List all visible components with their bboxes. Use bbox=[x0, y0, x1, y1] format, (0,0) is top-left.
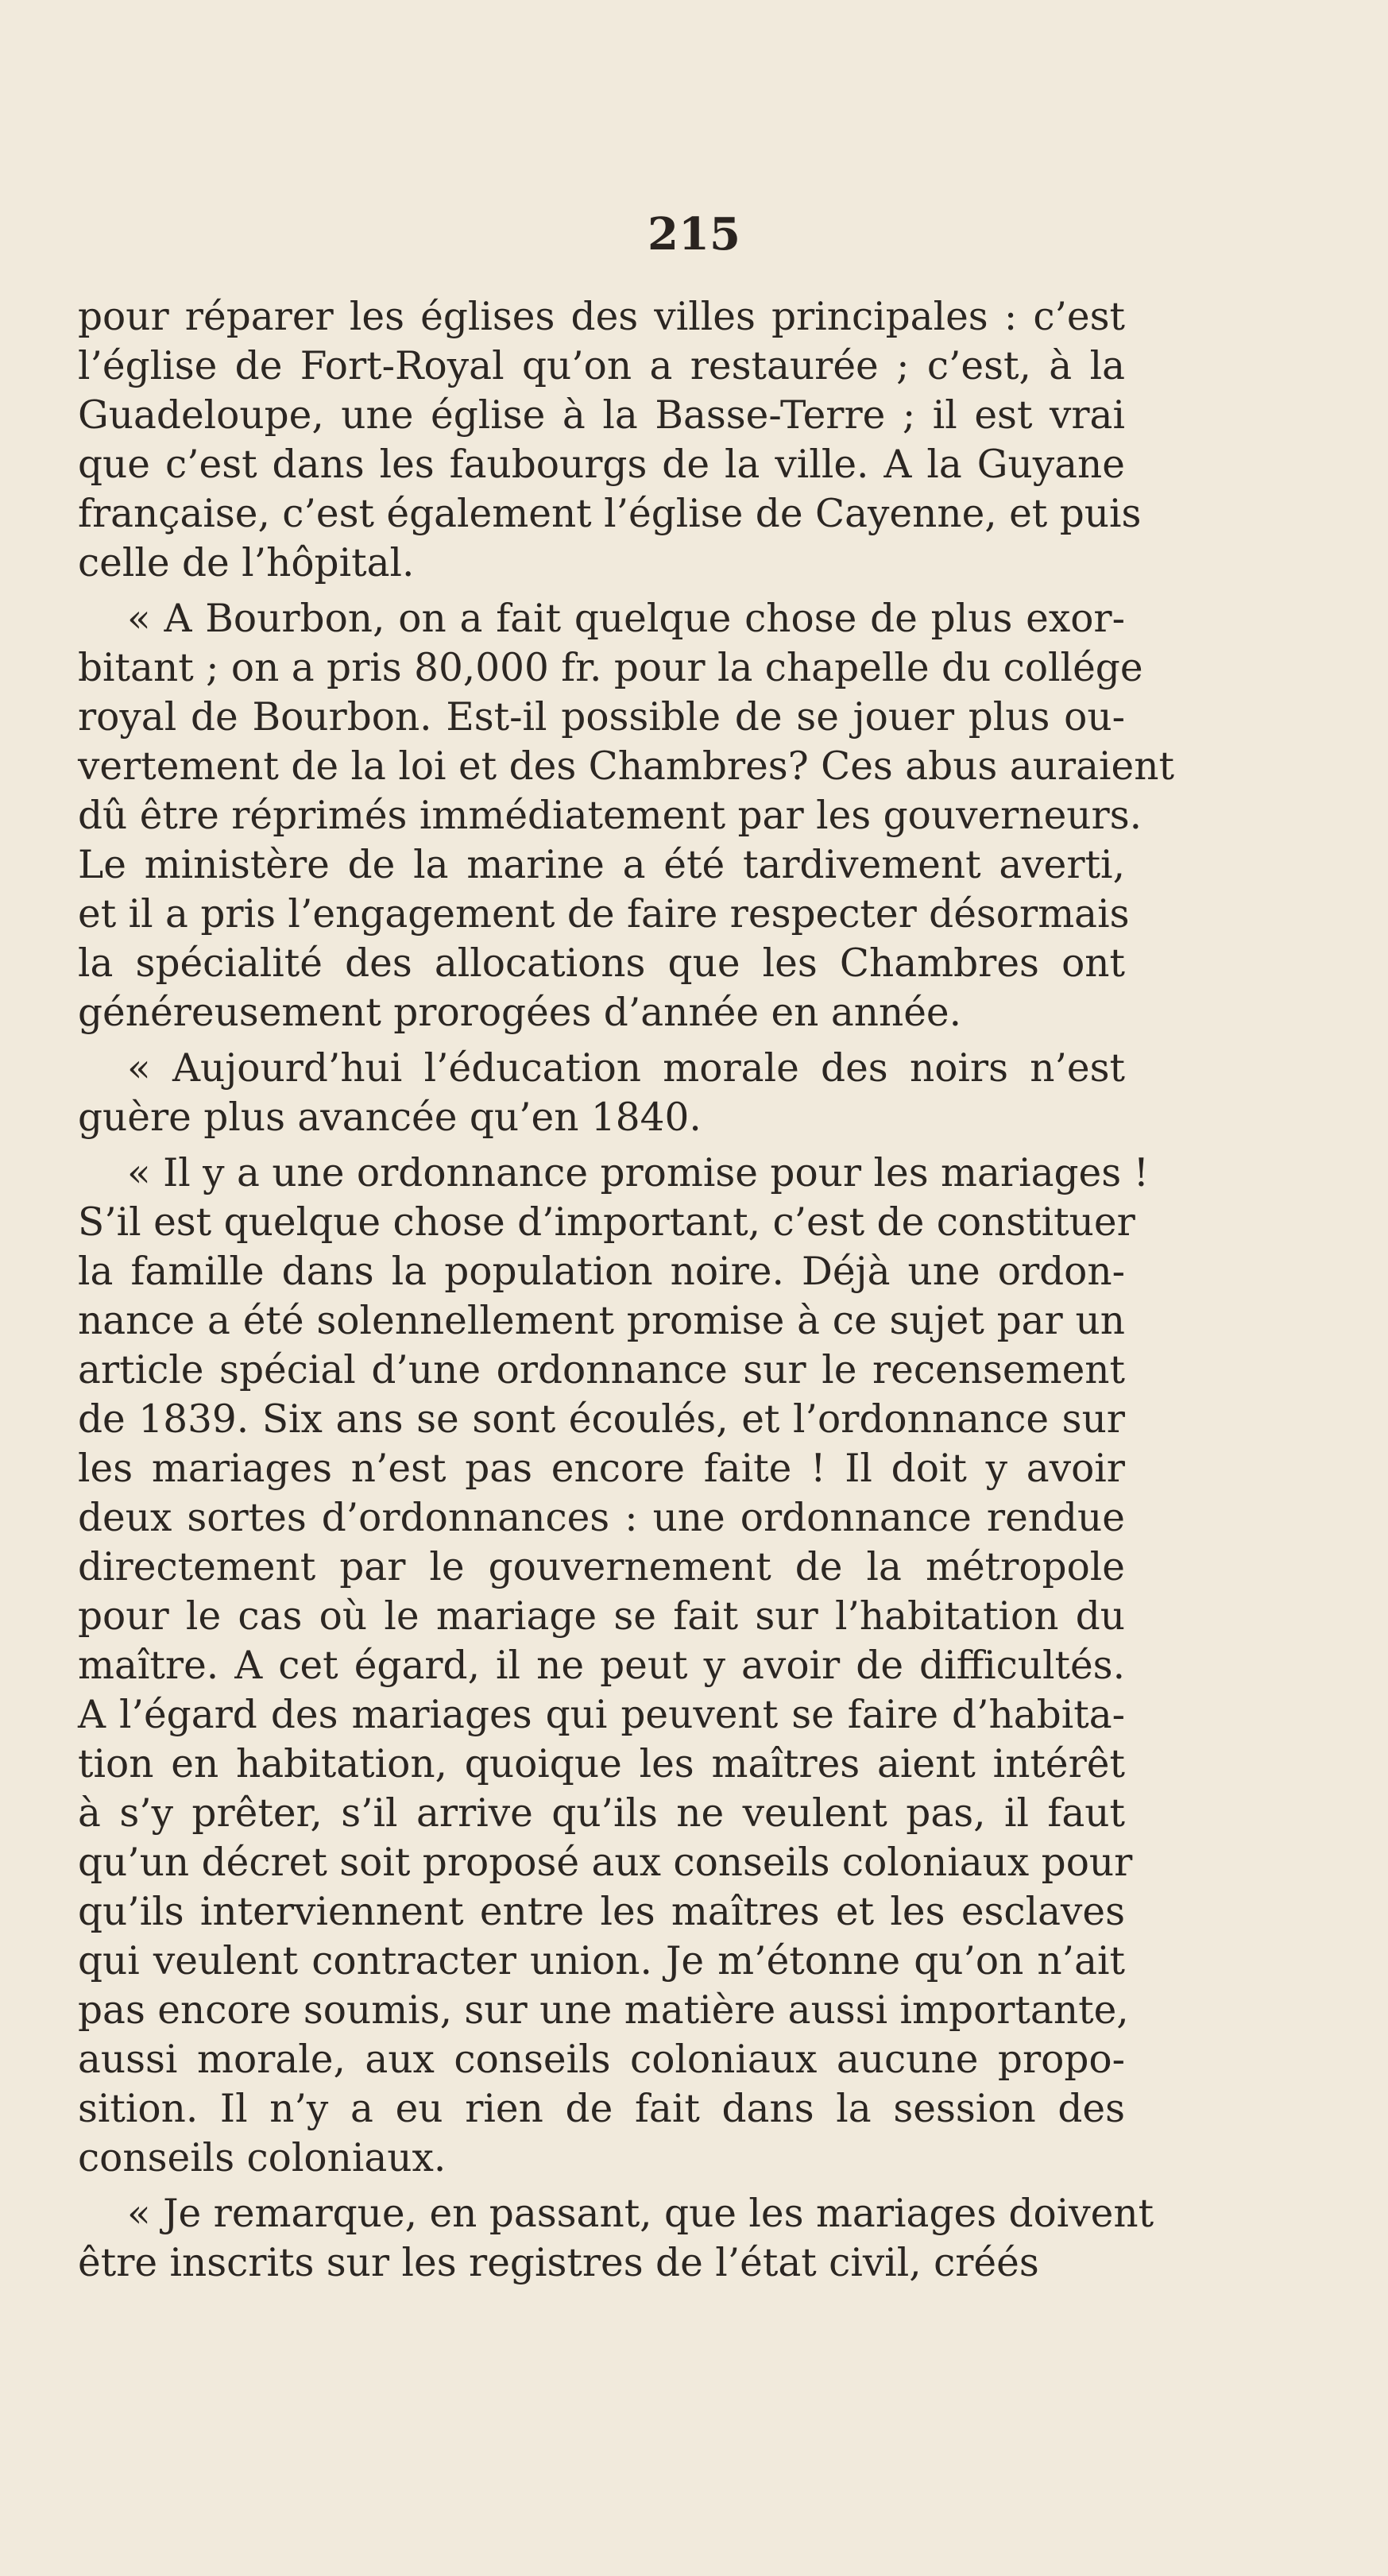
text-line: dû être réprimés immédiatement par les gouverneurs. bbox=[78, 794, 1142, 838]
text-line: pas encore soumis, sur une matière aussi importante, bbox=[78, 1988, 1129, 2033]
page-number: 215 bbox=[648, 208, 740, 261]
text-line: Guadeloupe, une église à la Basse-Terre ; il est vrai bbox=[78, 393, 1125, 438]
text-line: à s’y prêter, s’il arrive qu’ils ne veulent pas, il faut bbox=[78, 1791, 1125, 1836]
text-line: l’église de Fort-Royal qu’on a restaurée ; c’est, à la bbox=[78, 344, 1125, 388]
text-line: « Aujourd’hui l’éducation morale des noirs n’est bbox=[127, 1046, 1125, 1091]
text-line: S’il est quelque chose d’important, c’est de constituer bbox=[78, 1200, 1135, 1245]
text-line: royal de Bourbon. Est-il possible de se jouer plus ou- bbox=[78, 695, 1125, 740]
text-line: nance a été solennellement promise à ce sujet par un bbox=[78, 1299, 1125, 1343]
text-line: pour réparer les églises des villes principales : c’est bbox=[78, 295, 1125, 339]
paragraph bbox=[78, 1044, 1125, 1142]
text-line: généreusement prorogées d’année en année. bbox=[78, 991, 962, 1035]
text-line: que c’est dans les faubourgs de la ville. A la Guyane bbox=[78, 442, 1125, 487]
text-line: qu’un décret soit proposé aux conseils coloniaux pour bbox=[78, 1840, 1133, 1885]
text-line: A l’égard des mariages qui peuvent se faire d’habita- bbox=[78, 1693, 1125, 1737]
paragraph bbox=[78, 2189, 1154, 2288]
text-line: qu’ils interviennent entre les maîtres et les esclaves bbox=[78, 1890, 1125, 1934]
text-line: française, c’est également l’église de Cayenne, et puis bbox=[78, 492, 1142, 536]
text-line: « A Bourbon, on a fait quelque chose de plus exor- bbox=[127, 597, 1125, 641]
text-line: sition. Il n’y a eu rien de fait dans la session des bbox=[78, 2087, 1125, 2131]
text-line: la spécialité des allocations que les Chambres ont bbox=[78, 941, 1125, 986]
text-line: deux sortes d’ordonnances : une ordonnance rendue bbox=[78, 1496, 1125, 1540]
text-line: guère plus avancée qu’en 1840. bbox=[78, 1095, 702, 1140]
text-line: article spécial d’une ordonnance sur le recensement bbox=[78, 1348, 1125, 1392]
paragraph-gap bbox=[78, 588, 1125, 594]
text-line: être inscrits sur les registres de l’état civil, créés bbox=[78, 2241, 1039, 2285]
text-line: directement par le gouvernement de la métropole bbox=[78, 1545, 1125, 1589]
text-line: la famille dans la population noire. Déjà une ordon- bbox=[78, 1249, 1125, 1294]
text-line: maître. A cet égard, il ne peut y avoir de difficultés. bbox=[78, 1643, 1125, 1688]
text-line: bitant ; on a pris 80,000 fr. pour la chapelle du collége bbox=[78, 646, 1143, 690]
text-line: tion en habitation, quoique les maîtres aient intérêt bbox=[78, 1742, 1125, 1786]
paragraph-gap bbox=[78, 1037, 1125, 1044]
paragraph-gap bbox=[78, 1142, 1125, 1149]
text-line: pour le cas où le mariage se fait sur l’habitation du bbox=[78, 1594, 1125, 1639]
text-line: de 1839. Six ans se sont écoulés, et l’ordonnance sur bbox=[78, 1397, 1125, 1442]
paragraph bbox=[78, 292, 1142, 588]
paragraph-gap bbox=[78, 2183, 1125, 2189]
text-line: vertement de la loi et des Chambres? Ces abus auraient bbox=[78, 744, 1174, 789]
text-line: conseils coloniaux. bbox=[78, 2136, 447, 2180]
text-line: celle de l’hôpital. bbox=[78, 541, 415, 585]
text-line: « Je remarque, en passant, que les mariages doivent bbox=[127, 2192, 1154, 2236]
text-line: aussi morale, aux conseils coloniaux aucune propo- bbox=[78, 2037, 1125, 2082]
text-line: qui veulent contracter union. Je m’étonne qu’on n’ait bbox=[78, 1939, 1125, 1983]
text-line: Le ministère de la marine a été tardivement averti, bbox=[78, 843, 1125, 887]
paragraph bbox=[78, 594, 1174, 1037]
text-line: « Il y a une ordonnance promise pour les mariages ! bbox=[127, 1151, 1150, 1195]
text-line: et il a pris l’engagement de faire respecter désormais bbox=[78, 892, 1130, 937]
body-text bbox=[78, 292, 1174, 2288]
paragraph bbox=[78, 1149, 1150, 2183]
text-line: les mariages n’est pas encore faite ! Il doit y avoir bbox=[78, 1446, 1125, 1491]
